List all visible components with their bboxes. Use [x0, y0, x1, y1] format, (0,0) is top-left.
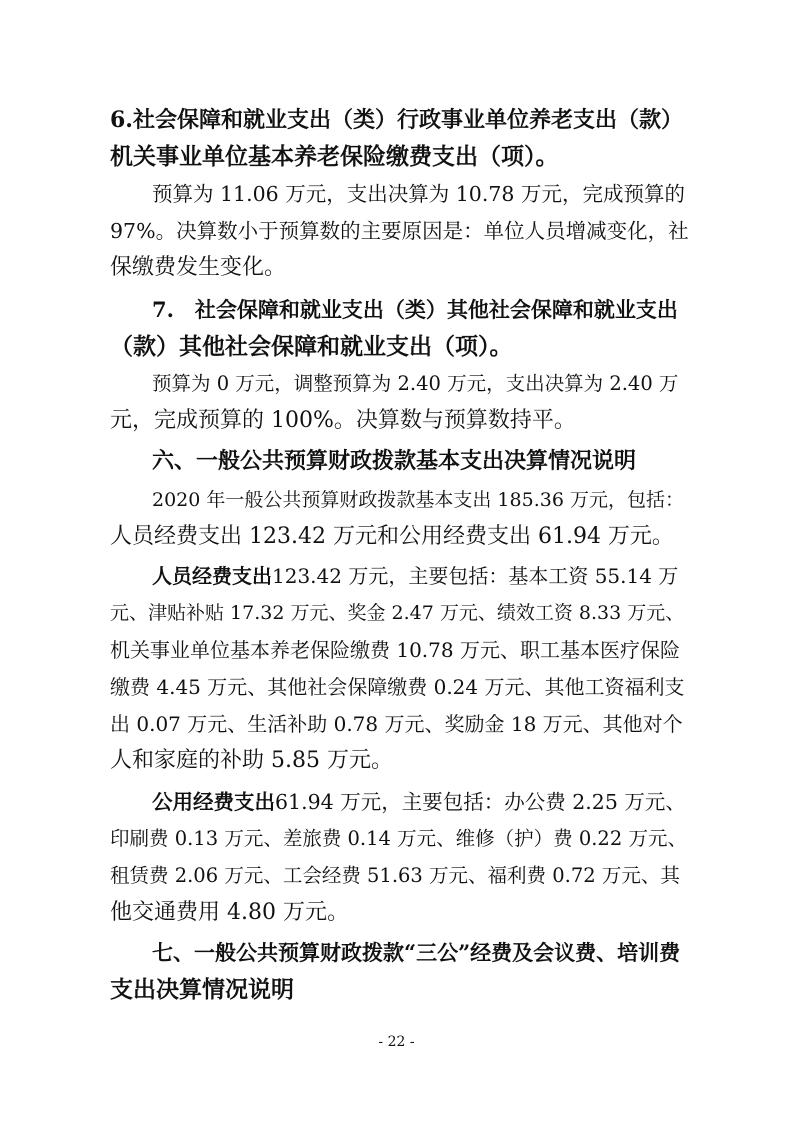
- part6-intro-line2: 人员经费支出 123.42 万元和公用经费支出 61.94 万元。: [110, 524, 674, 549]
- section6-body-line1: 预算为 11.06 万元，支出决算为 10.78 万元，完成预算的: [152, 182, 685, 206]
- section6-heading-line1: 6.社会保障和就业支出（类）行政事业单位养老支出（款）: [110, 107, 683, 133]
- public-line2: 印刷费 0.13 万元、差旅费 0.14 万元、维修（护）费 0.22 万元、: [110, 827, 687, 850]
- section7-body-line1: 预算为 0 万元，调整预算为 2.40 万元，支出决算为 2.40 万: [152, 372, 679, 395]
- personnel-line1: [152, 560, 678, 592]
- part7-title-line2: 支出决算情况说明: [110, 976, 294, 1003]
- part7-title-line1: 七、一般公共预算财政拨款“三公”经费及会议费、培训费: [152, 940, 681, 965]
- public-line1: [152, 786, 686, 818]
- section6-heading-line2: 机关事业单位基本养老保险缴费支出（项）。: [110, 143, 559, 170]
- personnel-line5: 出 0.07 万元、生活补助 0.78 万元、奖励金 18 万元、其他对个: [110, 712, 683, 736]
- section6-body-line2: 97%。决算数小于预算数的主要原因是：单位人员增减变化，社: [110, 219, 689, 243]
- public-label: 公用经费支出: [152, 790, 275, 814]
- personnel-label: 人员经费支出: [152, 564, 272, 588]
- personnel-line1-rest: 123.42 万元，主要包括：基本工资 55.14 万: [272, 564, 679, 588]
- part6-title: 六、一般公共预算财政拨款基本支出决算情况说明: [152, 448, 637, 474]
- section7-body-line2: 元，完成预算的 100%。决算数与预算数持平。: [110, 408, 576, 433]
- public-line1-rest: 61.94 万元，主要包括：办公费 2.25 万元、: [275, 790, 686, 814]
- section6-body-line3: 保缴费发生变化。: [110, 255, 287, 280]
- personnel-line3: 机关事业单位基本养老保险缴费 10.78 万元、职工基本医疗保险: [110, 638, 680, 662]
- personnel-line4: 缴费 4.45 万元、其他社会保障缴费 0.24 万元、其他工资福利支: [110, 675, 685, 699]
- public-line4: 他交通费用 4.80 万元。: [110, 900, 349, 925]
- public-line3: 租赁费 2.06 万元、工会经费 51.63 万元、福利费 0.72 万元、其: [110, 864, 680, 887]
- personnel-line6: 人和家庭的补助 5.85 万元。: [110, 748, 393, 773]
- section7-heading-line1: 7. 社会保障和就业支出（类）其他社会保障和就业支出: [152, 297, 678, 322]
- part6-intro-line1: 2020 年一般公共预算财政拨款基本支出 185.36 万元，包括：: [152, 489, 684, 511]
- page-number: - 22 -: [378, 1034, 415, 1050]
- section7-heading-line2: （款）其他社会保障和就业支出（项）。: [110, 333, 513, 360]
- personnel-line2: 元、津贴补贴 17.32 万元、奖金 2.47 万元、绩效工资 8.33 万元、: [110, 602, 685, 624]
